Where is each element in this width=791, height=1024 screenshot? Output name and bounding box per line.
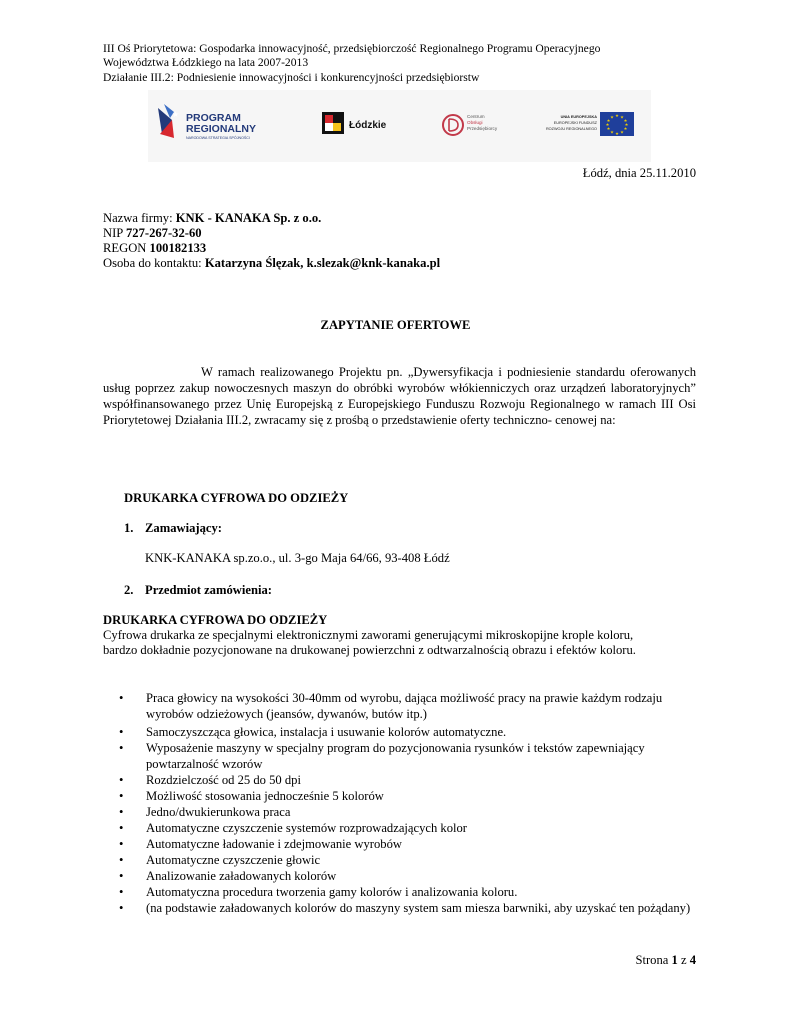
svg-text:★: ★ <box>624 122 629 127</box>
svg-text:★: ★ <box>172 110 180 119</box>
bullet-text: Rozdzielczość od 25 do 50 dpi <box>146 773 301 787</box>
centrum-text-3: Przedsiębiorcy <box>467 126 498 131</box>
section-1-text: KNK-KANAKA sp.zo.o., ul. 3-go Maja 64/66, 93-408 Łódź <box>145 551 450 565</box>
eu-text-2: EUROPEJSKI FUNDUSZ <box>553 121 597 125</box>
company-contact-line <box>103 255 440 271</box>
eu-text-3: ROZWOJU REGIONALNEGO <box>545 127 597 131</box>
program-text-1: PROGRAM <box>186 112 241 124</box>
svg-text:★: ★ <box>623 118 628 123</box>
svg-text:★: ★ <box>610 129 614 135</box>
footer-page: 1 <box>671 953 678 967</box>
svg-text:★: ★ <box>615 113 619 118</box>
section-1-heading <box>124 520 222 536</box>
lodzkie-text: Łódzkie <box>349 120 387 131</box>
description-line-2: bardzo dokładnie pozycjonowane na drukowanej powierzchni z odtwarzalnością obrazu i efektów koloru. <box>103 643 636 657</box>
company-name: KNK - KANAKA Sp. z o.o. <box>175 211 322 225</box>
svg-text:★: ★ <box>620 114 624 120</box>
section-2-title: Przedmiot zamówienia: <box>145 583 272 597</box>
company-nip-line <box>103 225 202 241</box>
document-title: ZAPYTANIE OFERTOWE <box>320 318 471 332</box>
logo-strip <box>148 90 651 162</box>
bullet-text: Automatyczne ładowanie i zdejmowanie wyrobów <box>146 837 402 851</box>
eu-text-1: UNIA EUROPEJSKA <box>560 115 597 119</box>
product-heading: DRUKARKA CYFROWA DO ODZIEŻY <box>124 491 349 505</box>
svg-text:★: ★ <box>606 126 611 131</box>
nip-label: NIP <box>103 226 123 240</box>
bullet-text: Automatyczna procedura tworzenia gamy kolorów i analizowania koloru. <box>146 885 518 899</box>
company-name-line <box>103 210 321 226</box>
company-name-label: Nazwa firmy: <box>103 211 173 225</box>
svg-text:★: ★ <box>620 129 624 135</box>
header-line-2: Województwa Łódzkiego na lata 2007-2013 <box>103 56 309 70</box>
bullet-text: Wyposażenie maszyny w specjalny program do pozycjonowania rysunków i tekstów zapewniający powtarzalność wzorów <box>146 741 645 771</box>
regon-label: REGON <box>103 241 147 255</box>
description-heading: DRUKARKA CYFROWA DO ODZIEŻY <box>103 613 328 627</box>
bullet-text: Praca głowicy na wysokości 30-40mm od wyrobu, dająca możliwość pracy na prawie każdym rodzaju wyrobów odzieżowych (jeansów, dywanów, butów itp.) <box>146 691 663 721</box>
program-text-2: REGIONALNY <box>186 123 257 135</box>
bullet-text: Samoczyszcząca głowica, instalacja i usuwanie kolorów automatyczne. <box>146 725 507 739</box>
bullet-text: Automatyczne czyszczenie głowic <box>146 853 321 867</box>
regon-value: 100182133 <box>149 241 207 255</box>
company-regon-line <box>103 240 206 256</box>
section-2-heading <box>124 582 272 598</box>
svg-text:★: ★ <box>610 114 614 120</box>
footer-sep: z <box>680 953 687 967</box>
contact-label: Osoba do kontaktu: <box>103 256 202 270</box>
program-text-3: NARODOWA STRATEGIA SPÓJNOŚCI <box>186 136 250 140</box>
section-1-title: Zamawiający: <box>145 521 222 535</box>
document-date: Łódź, dnia 25.11.2010 <box>582 166 696 180</box>
svg-text:★: ★ <box>623 126 628 131</box>
bullet-text: Możliwość stosowania jednocześnie 5 kolorów <box>146 789 384 803</box>
bullet-text: Jedno/dwukierunkowa praca <box>146 805 291 819</box>
header-line-3: Działanie III.2: Podniesienie innowacyjności i konkurencyjności przedsiębiorstw <box>103 70 480 84</box>
centrum-text-2: Obsługi <box>467 120 483 125</box>
bullet-text: (na podstawie załadowanych kolorów do maszyny system sam miesza barwniki, aby uzyskać ten pożądany) <box>146 901 691 915</box>
contact-value: Katarzyna Ślęzak, k.slezak@knk-kanaka.pl <box>204 256 441 270</box>
footer-total: 4 <box>689 953 696 967</box>
svg-text:★: ★ <box>605 122 610 127</box>
svg-text:★: ★ <box>615 131 619 136</box>
nip-value: 727-267-32-60 <box>125 226 202 240</box>
description-line-1: Cyfrowa drukarka ze specjalnymi elektronicznymi zaworami generującymi mikroskopijne krople koloru, <box>103 628 634 642</box>
header-line-1: III Oś Priorytetowa: Gospodarka innowacyjność, przedsiębiorczość Regionalnego Programu Operacyjnego <box>103 42 601 55</box>
bullet-text: Automatyczne czyszczenie systemów rozprowadzających kolor <box>146 821 467 835</box>
document-header <box>103 42 600 85</box>
bullet-text: Analizowanie załadowanych kolorów <box>146 869 337 883</box>
section-2-number: 2. <box>124 583 134 597</box>
page-footer <box>635 952 696 968</box>
intro-paragraph: W ramach realizowanego Projektu pn. „Dywersyfikacja i podniesienie standardu oferowanych usług poprzez zakup nowoczesnych maszyn do obróbki wyrobów włókienniczych oraz urządzeń laboratoryjnych” współfinansowanego przez Unię Europejską z Europejskiego Funduszu Rozwoju Regionalnego w ramach III Osi Priorytetowej Działania III.2, zwracamy się z prośbą o przedstawienie oferty techniczno- cenowej na: <box>103 365 696 427</box>
centrum-text-1: Centrum <box>467 114 485 119</box>
section-1-number: 1. <box>124 521 134 535</box>
svg-text:★: ★ <box>606 118 611 123</box>
footer-prefix: Strona <box>635 953 669 967</box>
